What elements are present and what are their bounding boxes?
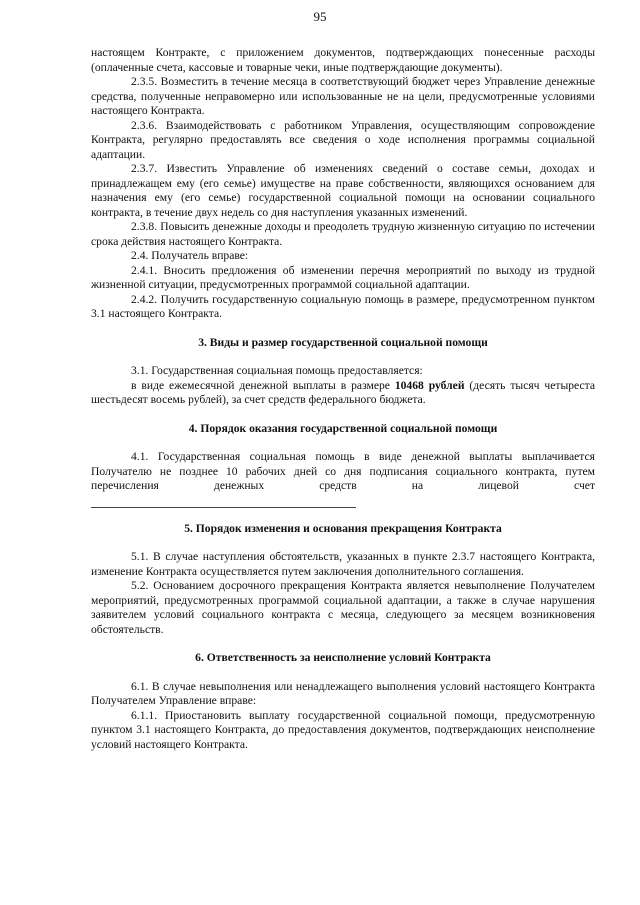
paragraph-3-1-amount [91,379,595,408]
paragraph-6-1-1: 6.1.1. Приостановить выплату государственной социальной помощи, предусмотренную пунктом 3.1 настоящего Контракта, до предоставления документов, подтверждающих неисполнение условий настоящего Контракта. [91,708,595,751]
section-4-heading: 4. Порядок оказания государственной социальной помощи [188,421,498,435]
paragraph-4-1: 4.1. Государственная социальная помощь в виде денежной выплаты выплачивается Получателю не позднее 10 рабочих дней со дня подписания социального контракта, путем перечисления денежных средств на лицевой счет [91,450,595,492]
paragraph-6-1: 6.1. В случае невыполнения или ненадлежащего выполнения условий настоящего Контракта Получателем Управление вправе: [91,679,595,707]
paragraph-2-3-8: 2.3.8. Повысить денежные доходы и преодолеть трудную жизненную ситуацию по истечении срока действия настоящего Контракта. [91,220,595,248]
paragraph-2-3-6: 2.3.6. Взаимодействовать с работником Управления, осуществляющим сопровождение Контракта, регулярно предоставлять все сведения о ходе исполнения программы социальной адаптации. [91,118,595,161]
section-5-heading: 5. Порядок изменения и основания прекращения Контракта [184,521,502,535]
section-6-heading: 6. Ответственность за неисполнение условий Контракта [195,651,491,664]
paragraph-2-3-7: 2.3.7. Известить Управление об изменениях сведений о составе семьи, доходах и принадлежащем ему (его семье) имуществе на праве собственности, являющихся основанием для назначения ему (его семье) государственной социальной помощи на основании социального контракта, в течение двух недель со дня наступления указанных изменений. [91,162,595,219]
amount-text-pre: в виде ежемесячной денежной выплаты в размере [131,378,395,392]
amount-text-post: (десять тысяч четыреста шестьдесят восемь рублей), за счет средств федерального бюджета. [91,378,595,406]
paragraph-2-4-2: 2.4.2. Получить государственную социальную помощь в размере, предусмотренном пунктом 3.1 настоящего Контракта. [91,292,595,320]
paragraph-3-1: 3.1. Государственная социальная помощь предоставляется: [131,364,423,377]
amount-value: 10468 рублей [394,378,465,392]
page-number: 95 [313,9,327,24]
document-body [91,46,595,752]
paragraph-5-1: 5.1. В случае наступления обстоятельств, указанных в пункте 2.3.7 настоящего Контракта, изменение Контракта осуществляется путем заключения дополнительного соглашения. [91,550,595,578]
paragraph-2-4-1: 2.4.1. Вносить предложения об изменении перечня мероприятий по выходу из трудной жизненной ситуации, предусмотренных программой социальной адаптации. [91,263,595,291]
blank-fill-line [91,494,356,508]
section-3-heading: 3. Виды и размер государственной социальной помощи [198,335,488,349]
paragraph-5-2: 5.2. Основанием досрочного прекращения Контракта является невыполнение Получателем мероприятий, предусмотренных программой социальной адаптации, а также в случае нарушения заявителем условий социального контракта с месяца, следующего за месяцем возникновения обстоятельств. [91,579,595,636]
paragraph-continuation: настоящем Контракте, с приложением документов, подтверждающих понесенные расходы (оплаченные счета, кассовые и товарные чеки, иные подтверждающие документы). [91,46,595,74]
paragraph-2-3-5: 2.3.5. Возместить в течение месяца в соответствующий бюджет через Управление денежные средства, полученные неправомерно или использованные не на цели, предусмотренные условиями настоящего Контракта. [91,75,595,117]
paragraph-2-4: 2.4. Получатель вправе: [131,249,249,262]
